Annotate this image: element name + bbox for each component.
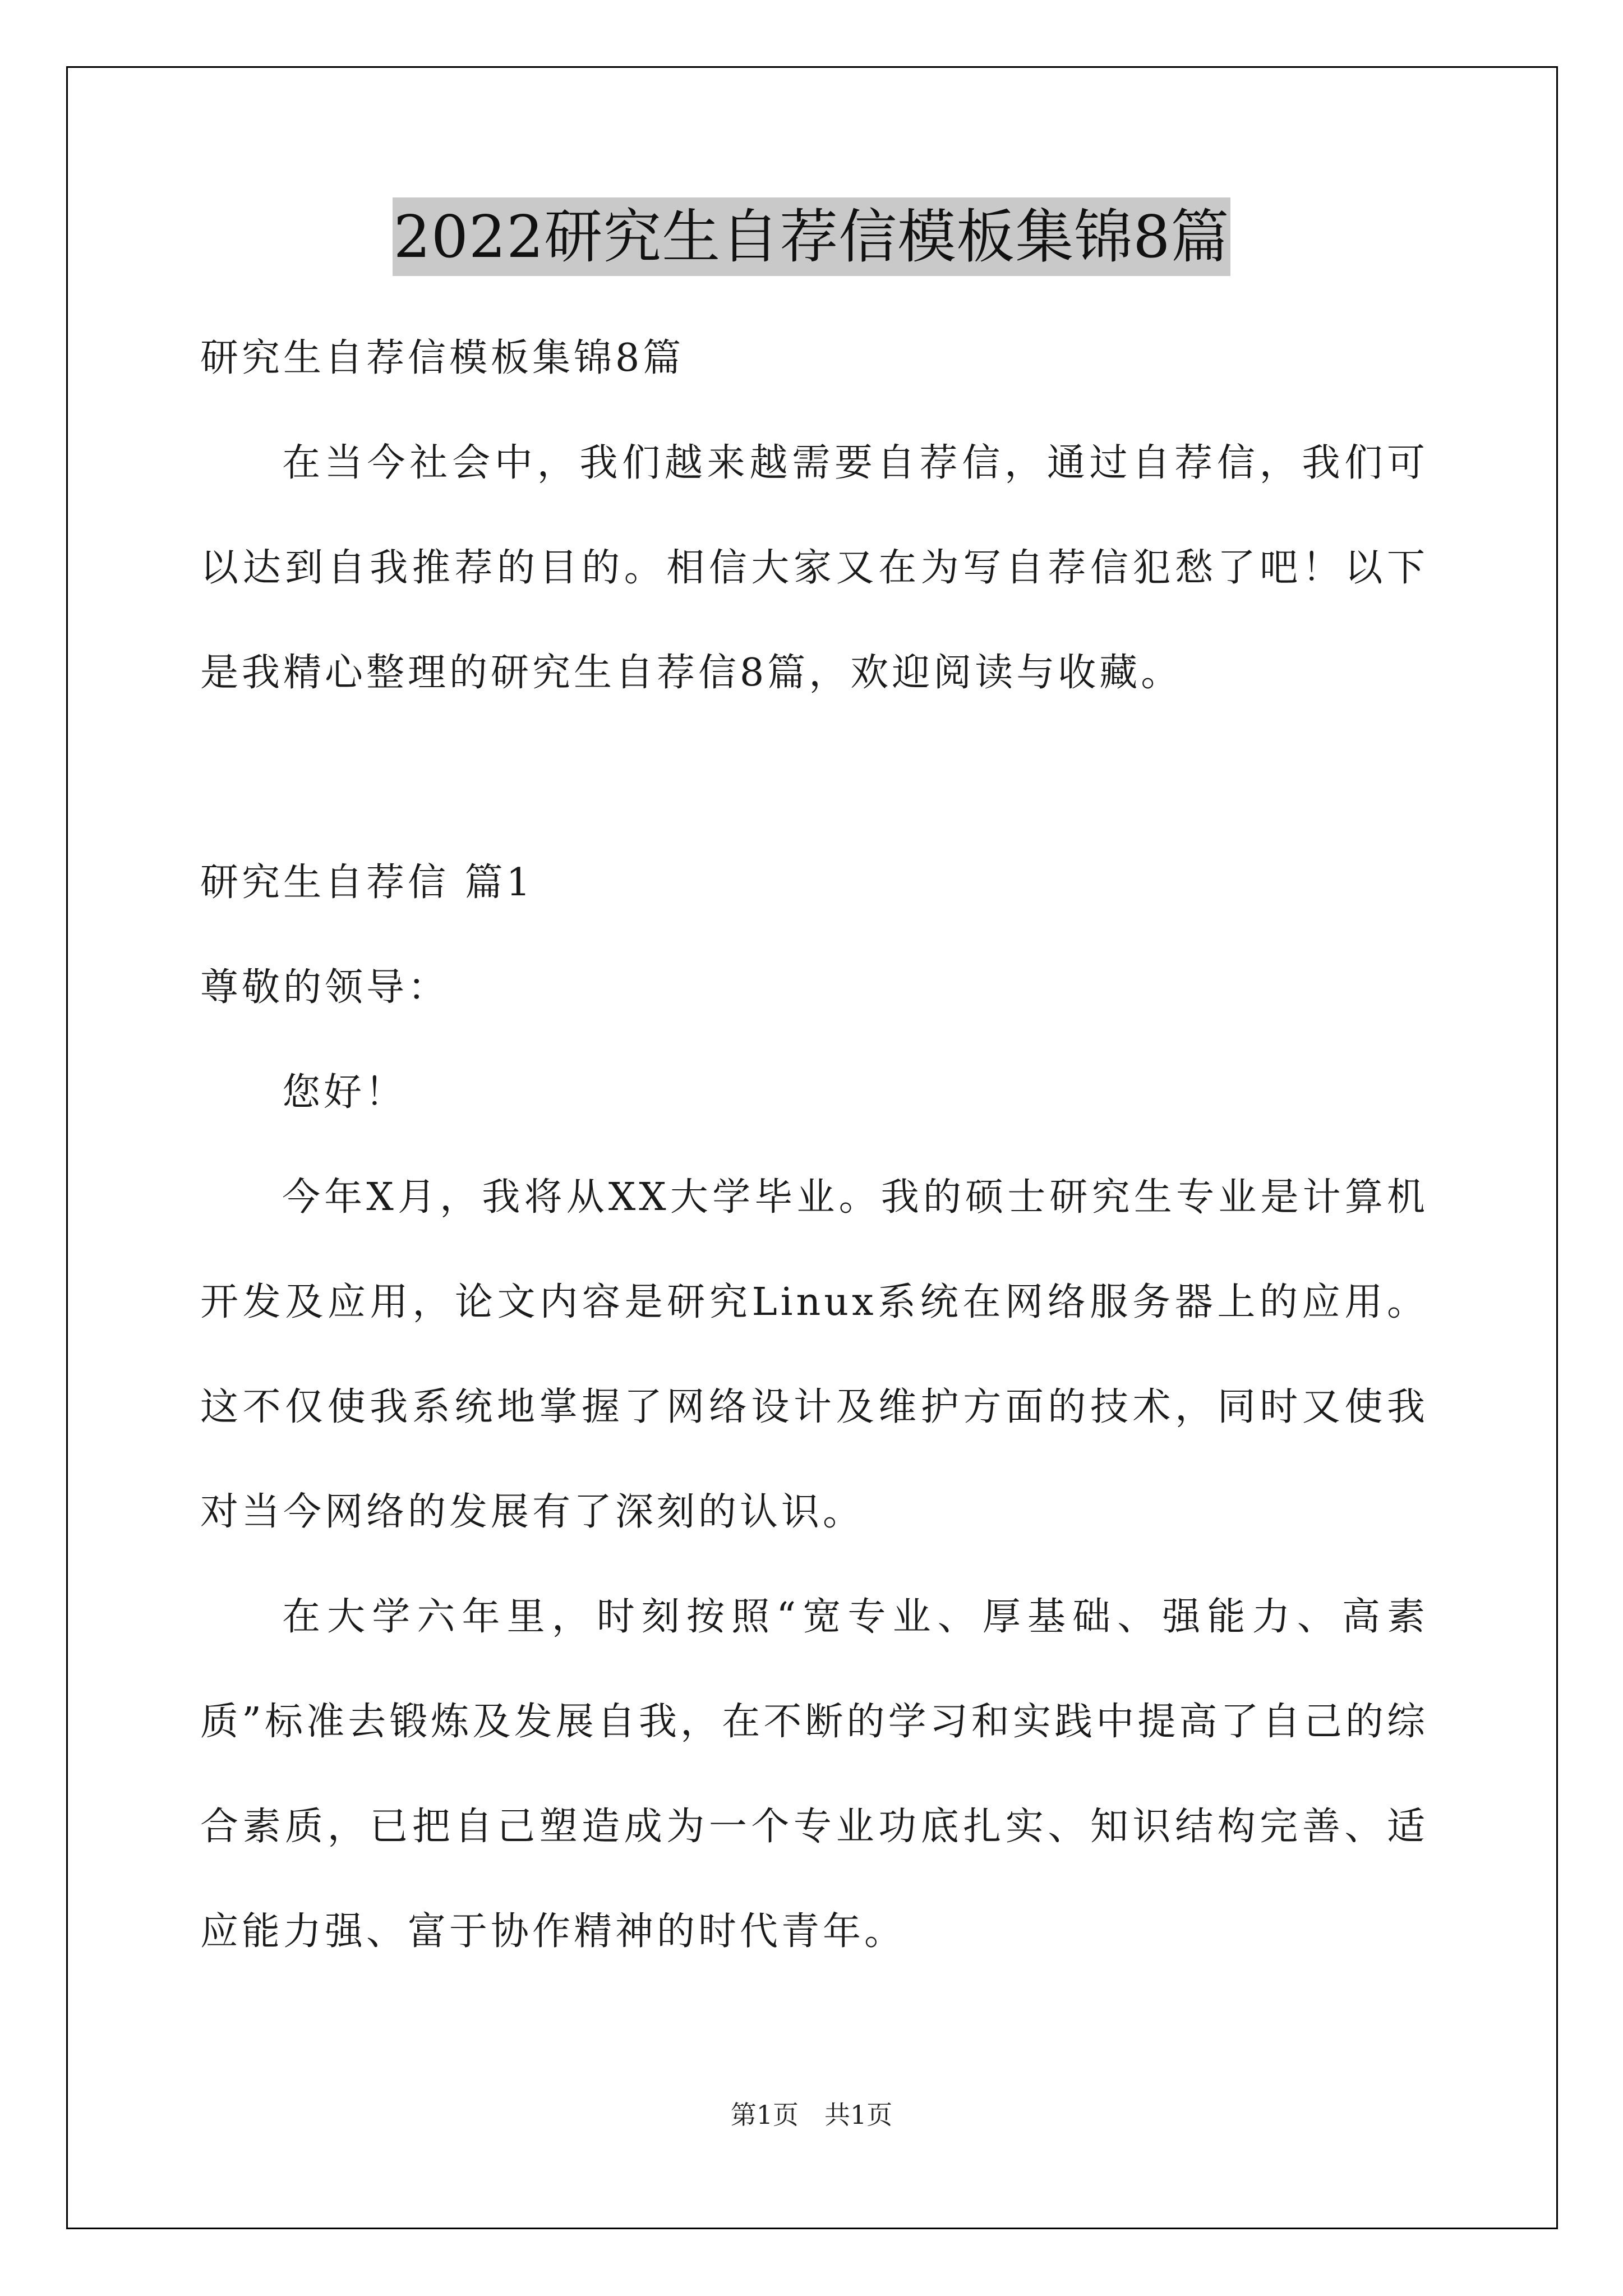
title-container: [0, 197, 1623, 276]
body-paragraph-2: 在大学六年里，时刻按照“宽专业、厚基础、强能力、高素质”标准去锻炼及发展自我，在不断的学习和实践中提高了自己的综合素质，已把自己塑造成为一个专业功底扎实、知识结构完善、适应能力强、富于协作精神的时代青年。: [200, 1595, 1428, 1954]
salutation: 尊敬的领导：: [200, 965, 450, 1010]
body-paragraph-1: 今年X月，我将从XX大学毕业。我的硕士研究生专业是计算机开发及应用，论文内容是研究Linux系统在网络服务器上的应用。这不仅使我系统地掌握了网络设计及维护方面的技术，同时又使我对当今网络的发展有了深刻的认识。: [200, 1175, 1428, 1534]
intro-paragraph: 在当今社会中，我们越来越需要自荐信，通过自荐信，我们可以达到自我推荐的目的。相信大家又在为写自荐信犯愁了吧！以下是我精心整理的研究生自荐信8篇，欢迎阅读与收藏。: [200, 441, 1428, 695]
page-footer: 第1页 共1页: [730, 2100, 893, 2130]
blank-line: [200, 725, 1428, 830]
document-body: [200, 306, 1428, 1984]
document-title: 2022研究生自荐信模板集锦8篇: [393, 197, 1231, 276]
greeting: 您好！: [282, 1070, 407, 1115]
section-heading: 研究生自荐信 篇1: [200, 861, 534, 905]
document-subtitle: 研究生自荐信模板集锦8篇: [200, 336, 685, 380]
